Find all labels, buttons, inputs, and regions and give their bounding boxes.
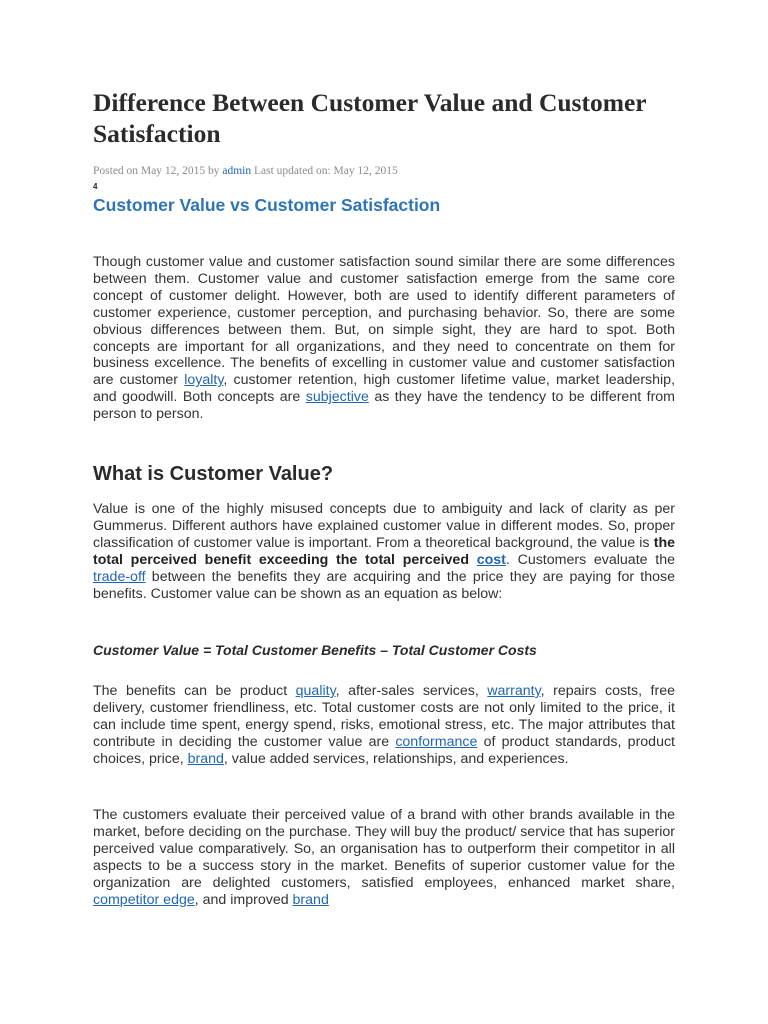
brand-link-2[interactable]: brand: [292, 891, 329, 908]
intro-text-2: , customer retention, high customer lifetime value, market leadership, and goodwill. Both concepts are: [93, 372, 676, 406]
evaluation-paragraph: [93, 807, 675, 908]
subjective-link[interactable]: subjective: [305, 389, 369, 406]
article-title: Difference Between Customer Value and Customer Satisfaction: [93, 88, 647, 148]
value-equation: Customer Value = Total Customer Benefits – Total Customer Costs: [93, 642, 537, 658]
post-meta: [93, 164, 398, 178]
intro-paragraph: [93, 254, 675, 423]
intro-text-1: Though customer value and customer satisfaction sound similar there are some differences between them. Customer value and customer satisfaction emerge from the same core concept of customer delight. However, both are used to identify different parameters of customer experience, customer perception, and purchasing behavior. So, there are some obvious differences between them. But, on simple sight, they are hard to spot. Both concepts are important for all organizations, and they need to concentrate on them for business excellence. The benefits of excelling in customer value and customer satisfaction are customer: [93, 254, 675, 389]
loyalty-link[interactable]: loyalty: [184, 372, 224, 389]
benefits-text-1: The benefits can be product: [93, 683, 296, 699]
brand-link[interactable]: brand: [187, 750, 224, 767]
conformance-link[interactable]: conformance: [395, 733, 478, 750]
value-text-3: between the benefits they are acquiring and the price they are paying for those benefits. Customer value can be shown as an equation as below:: [93, 568, 675, 602]
comment-count: 4: [93, 182, 98, 191]
value-text-1: Value is one of the highly misused concepts due to ambiguity and lack of clarity as per Gummerus. Different authors have explained customer value in different modes. So, proper classification of customer value is important. From a theoretical background, the value is: [93, 501, 675, 551]
value-paragraph: [93, 501, 675, 602]
author-link[interactable]: admin: [222, 165, 252, 177]
section-heading-customer-value: What is Customer Value?: [93, 463, 334, 485]
benefits-text-5: , value added services, relationships, and experiences.: [223, 750, 569, 767]
updated-date: Last updated on: May 12, 2015: [251, 165, 398, 177]
cost-link[interactable]: cost: [476, 551, 506, 568]
intro-text-3: as they have the tendency to be different from person to person.: [93, 389, 676, 423]
trade-off-link[interactable]: trade-off: [93, 568, 146, 585]
posted-date: Posted on May 12, 2015 by: [93, 165, 223, 177]
benefits-text-4: of product standards, product choices, price,: [93, 733, 675, 767]
competitor-edge-link[interactable]: competitor edge: [93, 891, 195, 908]
evaluation-text-2: , and improved: [194, 891, 293, 908]
evaluation-text-1: The customers evaluate their perceived value of a brand with other brands available in the market, before deciding on the purchase. They will buy the product/ service that has superior perceived value comparatively. So, an organisation has to outperform their competitor in all aspects to be a success story in the market. Benefits of superior customer value for the organization are delighted customers, satisfied employees, enhanced market share,: [93, 807, 675, 891]
value-text-2: . Customers evaluate the: [505, 551, 675, 568]
quality-link[interactable]: quality: [295, 683, 336, 699]
value-definition-text: the total perceived benefit exceeding the total perceived: [93, 534, 675, 568]
warranty-link[interactable]: warranty: [487, 683, 541, 699]
article-subtitle: Customer Value vs Customer Satisfaction: [93, 195, 441, 215]
benefits-text-2: , after-sales services,: [335, 683, 488, 699]
benefits-text-3: , repairs costs, free delivery, customer friendliness, etc. Total customer costs are not only limited to the price, it can include time spent, energy spend, risks, emotional stress, etc. The major attributes that contribute in deciding the customer value are: [93, 683, 675, 750]
benefits-paragraph: [93, 683, 675, 768]
